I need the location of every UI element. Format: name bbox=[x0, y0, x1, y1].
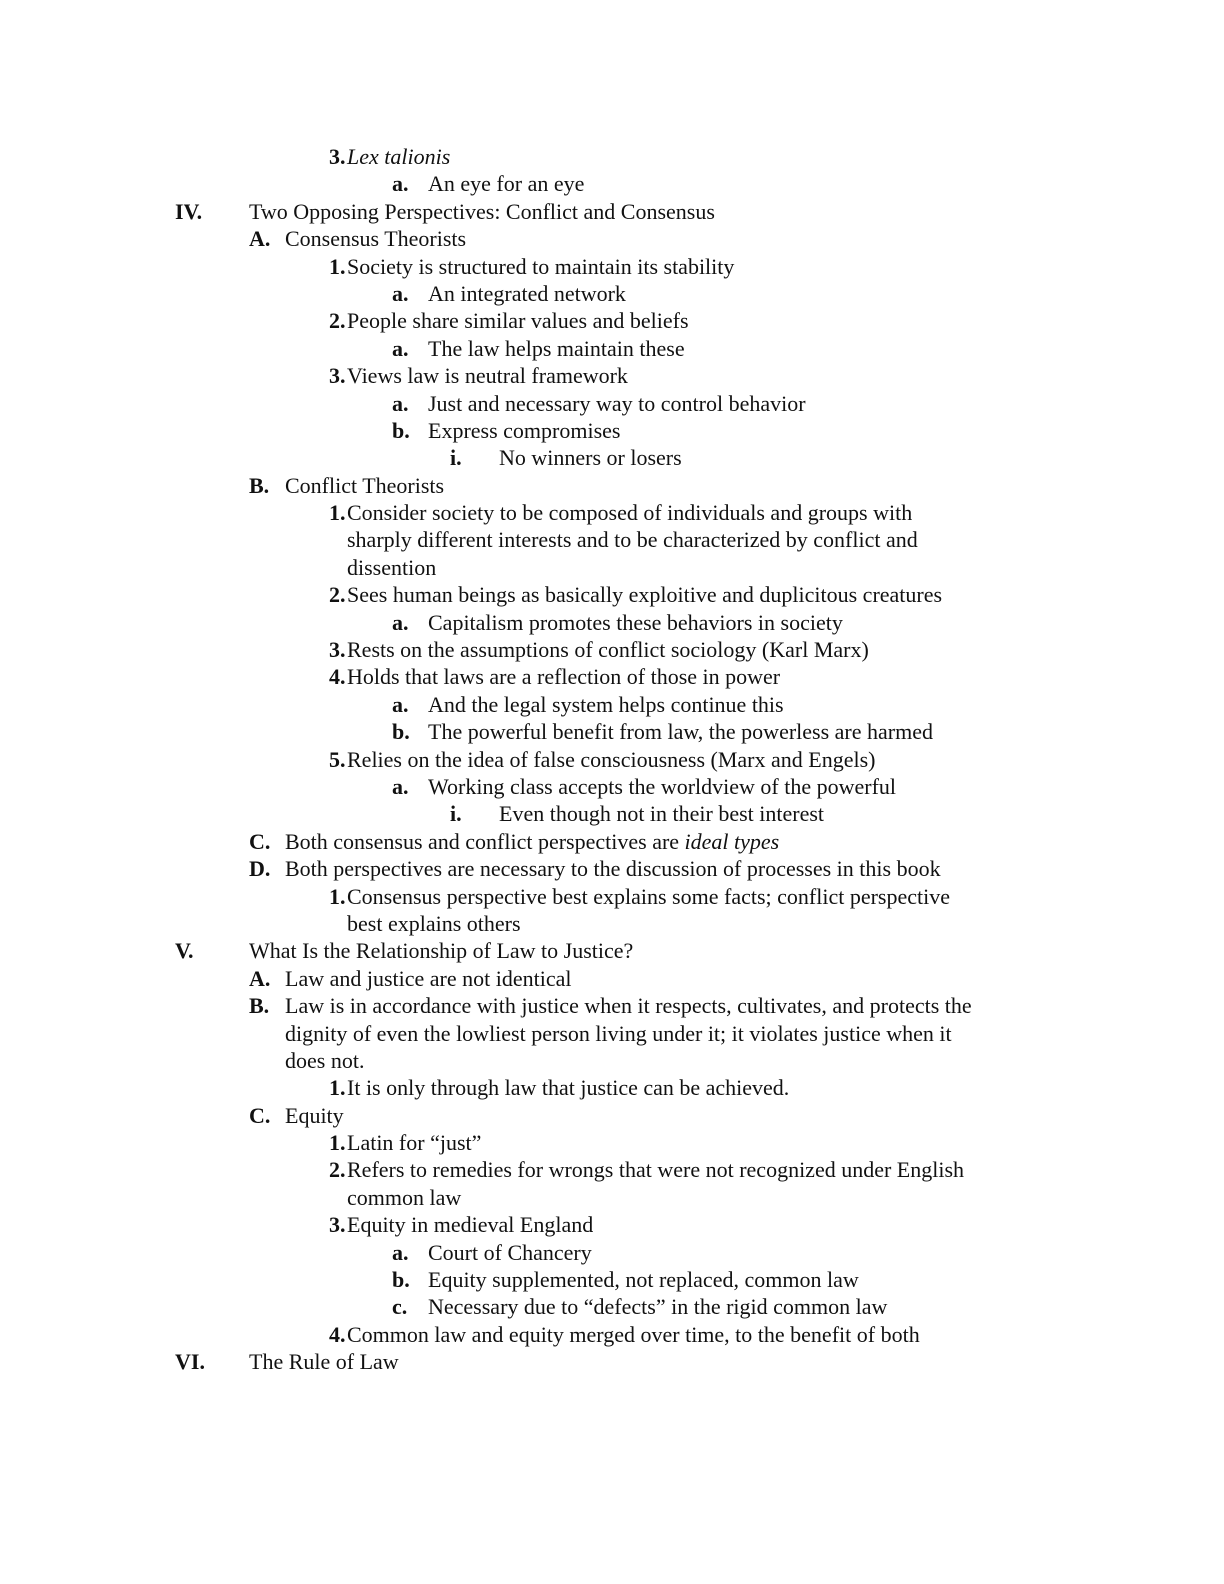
outline-text-plain: dissention bbox=[347, 554, 437, 580]
outline-marker: a. bbox=[392, 1239, 409, 1265]
outline-text-plain: common law bbox=[347, 1184, 462, 1210]
outline-item bbox=[0, 883, 1224, 910]
outline-text-plain: Both perspectives are necessary to the discussion of processes in this book bbox=[285, 856, 941, 882]
outline-text bbox=[285, 992, 972, 1019]
outline-text bbox=[347, 362, 628, 389]
outline-text-plain: Equity in medieval England bbox=[347, 1212, 594, 1238]
outline-text-plain: Refers to remedies for wrongs that were not recognized under English bbox=[347, 1157, 965, 1183]
outline-item bbox=[0, 307, 1224, 334]
outline-text-italic: Lex talionis bbox=[347, 144, 451, 169]
outline-item bbox=[0, 773, 1224, 800]
outline-text-plain: Common law and equity merged over time, to the benefit of both bbox=[347, 1321, 920, 1347]
outline-item bbox=[0, 335, 1224, 362]
outline-marker: VI. bbox=[175, 1349, 205, 1375]
outline-item bbox=[0, 1293, 1224, 1320]
outline-text bbox=[499, 800, 824, 827]
outline-item bbox=[0, 1156, 1224, 1183]
outline-item bbox=[0, 417, 1224, 444]
outline-item bbox=[0, 1129, 1224, 1156]
outline-text bbox=[285, 1047, 364, 1074]
outline-text-plain: best explains others bbox=[347, 910, 521, 936]
outline-marker: a. bbox=[392, 335, 409, 361]
outline-text bbox=[347, 253, 734, 280]
outline-text-plain: Capitalism promotes these behaviors in society bbox=[428, 609, 843, 635]
outline-item bbox=[0, 170, 1224, 197]
outline-text-plain: Views law is neutral framework bbox=[347, 363, 628, 389]
outline-text bbox=[347, 636, 869, 663]
outline-item bbox=[0, 362, 1224, 389]
outline-text bbox=[249, 198, 715, 225]
outline-marker: 1. bbox=[329, 1130, 346, 1156]
outline-text-plain: The Rule of Law bbox=[249, 1349, 399, 1375]
outline-item bbox=[0, 855, 1224, 882]
outline-continuation bbox=[0, 1184, 1224, 1211]
outline-marker: c. bbox=[392, 1294, 408, 1320]
outline bbox=[0, 143, 1224, 1376]
outline-marker: a. bbox=[392, 280, 409, 306]
outline-marker: B. bbox=[249, 993, 270, 1019]
outline-item bbox=[0, 1321, 1224, 1348]
outline-text-plain: Just and necessary way to control behavior bbox=[428, 390, 806, 416]
outline-marker: 3. bbox=[329, 144, 346, 169]
outline-text-plain: Consensus Theorists bbox=[285, 226, 467, 252]
outline-marker: 3. bbox=[329, 637, 346, 663]
outline-item bbox=[0, 636, 1224, 663]
outline-item bbox=[0, 1266, 1224, 1293]
outline-item bbox=[0, 1211, 1224, 1238]
outline-marker: V. bbox=[175, 938, 194, 964]
outline-marker: 2. bbox=[329, 1157, 346, 1183]
outline-marker: A. bbox=[249, 965, 271, 991]
outline-text bbox=[347, 883, 950, 910]
outline-marker: 1. bbox=[329, 500, 346, 526]
outline-text bbox=[249, 937, 633, 964]
outline-item bbox=[0, 609, 1224, 636]
outline-marker: C. bbox=[249, 1102, 271, 1128]
outline-text bbox=[347, 1129, 481, 1156]
outline-item bbox=[0, 280, 1224, 307]
outline-text-plain: The powerful benefit from law, the powerless are harmed bbox=[428, 719, 933, 745]
outline-text-plain: Relies on the idea of false consciousness (Marx and Engels) bbox=[347, 746, 876, 772]
outline-text-plain: does not. bbox=[285, 1047, 365, 1073]
outline-text bbox=[285, 472, 444, 499]
outline-item bbox=[0, 198, 1224, 225]
outline-text bbox=[428, 1293, 887, 1320]
outline-item bbox=[0, 828, 1224, 855]
outline-text bbox=[347, 581, 942, 608]
outline-marker: a. bbox=[392, 691, 409, 717]
outline-marker: a. bbox=[392, 609, 409, 635]
outline-marker: b. bbox=[392, 1267, 410, 1293]
outline-text bbox=[428, 609, 843, 636]
outline-text bbox=[347, 554, 436, 581]
outline-text bbox=[285, 855, 941, 882]
outline-text-plain: And the legal system helps continue this bbox=[428, 691, 784, 717]
outline-marker: 2. bbox=[329, 308, 346, 334]
outline-item bbox=[0, 390, 1224, 417]
outline-marker: 3. bbox=[329, 363, 346, 389]
outline-text bbox=[428, 390, 806, 417]
outline-text bbox=[428, 1239, 592, 1266]
outline-text bbox=[428, 773, 896, 800]
outline-text-plain: Law and justice are not identical bbox=[285, 965, 572, 991]
outline-marker: a. bbox=[392, 390, 409, 416]
outline-text-plain: Court of Chancery bbox=[428, 1239, 592, 1265]
outline-text-plain: dignity of even the lowliest person living under it; it violates justice when it bbox=[285, 1020, 952, 1046]
outline-marker: IV. bbox=[175, 198, 203, 224]
outline-marker: C. bbox=[249, 828, 271, 854]
outline-continuation bbox=[0, 1020, 1224, 1047]
outline-marker: 4. bbox=[329, 1321, 346, 1347]
outline-item bbox=[0, 800, 1224, 827]
outline-marker: 2. bbox=[329, 582, 346, 608]
outline-item bbox=[0, 1239, 1224, 1266]
outline-marker: a. bbox=[392, 773, 409, 799]
outline-item bbox=[0, 581, 1224, 608]
outline-marker: i. bbox=[450, 801, 462, 827]
outline-marker: 1. bbox=[329, 1075, 346, 1101]
outline-text-plain: Express compromises bbox=[428, 417, 621, 443]
outline-continuation bbox=[0, 1047, 1224, 1074]
outline-item bbox=[0, 444, 1224, 471]
outline-text bbox=[428, 335, 685, 362]
outline-text bbox=[428, 718, 933, 745]
outline-marker: D. bbox=[249, 856, 271, 882]
outline-text bbox=[347, 1184, 461, 1211]
outline-text bbox=[285, 828, 779, 855]
outline-item bbox=[0, 472, 1224, 499]
outline-text bbox=[428, 691, 784, 718]
outline-text-plain: An eye for an eye bbox=[428, 171, 585, 197]
outline-marker: A. bbox=[249, 226, 271, 252]
outline-text-plain: Latin for “just” bbox=[347, 1130, 482, 1156]
outline-text bbox=[347, 1321, 920, 1348]
outline-text bbox=[347, 746, 875, 773]
outline-item bbox=[0, 499, 1224, 526]
outline-text-plain: Working class accepts the worldview of the powerful bbox=[428, 773, 897, 799]
outline-item bbox=[0, 937, 1224, 964]
outline-text-plain: Consider society to be composed of individuals and groups with bbox=[347, 500, 913, 526]
outline-text-plain: Sees human beings as basically exploitive and duplicitous creatures bbox=[347, 582, 943, 608]
outline-text-plain: Necessary due to “defects” in the rigid common law bbox=[428, 1294, 888, 1320]
outline-text-plain: An integrated network bbox=[428, 280, 626, 306]
outline-text bbox=[347, 1156, 964, 1183]
outline-item bbox=[0, 1074, 1224, 1101]
outline-text bbox=[285, 1020, 952, 1047]
outline-item bbox=[0, 746, 1224, 773]
outline-text bbox=[347, 910, 521, 937]
outline-item bbox=[0, 143, 1224, 170]
outline-text bbox=[428, 280, 626, 307]
outline-marker: b. bbox=[392, 417, 410, 443]
outline-text bbox=[347, 526, 918, 553]
outline-text bbox=[347, 1074, 789, 1101]
outline-text-plain: Rests on the assumptions of conflict sociology (Karl Marx) bbox=[347, 637, 869, 663]
outline-text bbox=[428, 417, 620, 444]
outline-item bbox=[0, 225, 1224, 252]
outline-text-plain: People share similar values and beliefs bbox=[347, 308, 689, 334]
outline-text bbox=[347, 307, 689, 334]
outline-text-plain: Society is structured to maintain its stability bbox=[347, 253, 735, 279]
outline-text bbox=[428, 170, 584, 197]
outline-text-plain: It is only through law that justice can be achieved. bbox=[347, 1075, 790, 1101]
outline-item bbox=[0, 1348, 1224, 1375]
outline-text-plain: Consensus perspective best explains some facts; conflict perspective bbox=[347, 883, 950, 909]
outline-marker: 3. bbox=[329, 1212, 346, 1238]
outline-continuation bbox=[0, 554, 1224, 581]
outline-text-plain: Both consensus and conflict perspectives are bbox=[285, 828, 685, 854]
outline-continuation bbox=[0, 910, 1224, 937]
outline-item bbox=[0, 718, 1224, 745]
outline-text bbox=[347, 663, 780, 690]
outline-text-plain: Law is in accordance with justice when it respects, cultivates, and protects the bbox=[285, 993, 972, 1019]
outline-text-plain: The law helps maintain these bbox=[428, 335, 685, 361]
outline-text bbox=[347, 499, 912, 526]
outline-marker: 4. bbox=[329, 664, 346, 690]
outline-text-plain: sharply different interests and to be characterized by conflict and bbox=[347, 527, 918, 553]
outline-marker: 1. bbox=[329, 883, 346, 909]
outline-item bbox=[0, 965, 1224, 992]
outline-text-plain: Conflict Theorists bbox=[285, 472, 445, 498]
outline-marker: B. bbox=[249, 472, 270, 498]
outline-marker: 5. bbox=[329, 746, 346, 772]
outline-text-plain: Even though not in their best interest bbox=[499, 801, 825, 827]
outline-marker: a. bbox=[392, 171, 409, 197]
outline-marker: i. bbox=[450, 445, 462, 471]
outline-text-plain: Two Opposing Perspectives: Conflict and Consensus bbox=[249, 198, 715, 224]
outline-text-plain: What Is the Relationship of Law to Justice? bbox=[249, 938, 634, 964]
outline-text bbox=[249, 1348, 399, 1375]
outline-text bbox=[285, 965, 572, 992]
outline-item bbox=[0, 691, 1224, 718]
outline-text bbox=[347, 143, 450, 170]
outline-item bbox=[0, 1102, 1224, 1129]
outline-continuation bbox=[0, 526, 1224, 553]
outline-item bbox=[0, 992, 1224, 1019]
outline-marker: 1. bbox=[329, 253, 346, 279]
outline-text-plain: Holds that laws are a reflection of those in power bbox=[347, 664, 781, 690]
outline-text-plain: Equity bbox=[285, 1102, 344, 1128]
outline-item bbox=[0, 663, 1224, 690]
outline-text-plain: No winners or losers bbox=[499, 445, 682, 471]
outline-text-italic: ideal types bbox=[684, 828, 780, 854]
outline-text bbox=[428, 1266, 859, 1293]
outline-text bbox=[285, 1102, 344, 1129]
outline-text bbox=[499, 444, 682, 471]
outline-item bbox=[0, 253, 1224, 280]
outline-text bbox=[347, 1211, 593, 1238]
outline-text-plain: Equity supplemented, not replaced, common law bbox=[428, 1267, 859, 1293]
outline-text bbox=[285, 225, 466, 252]
outline-marker: b. bbox=[392, 719, 410, 745]
